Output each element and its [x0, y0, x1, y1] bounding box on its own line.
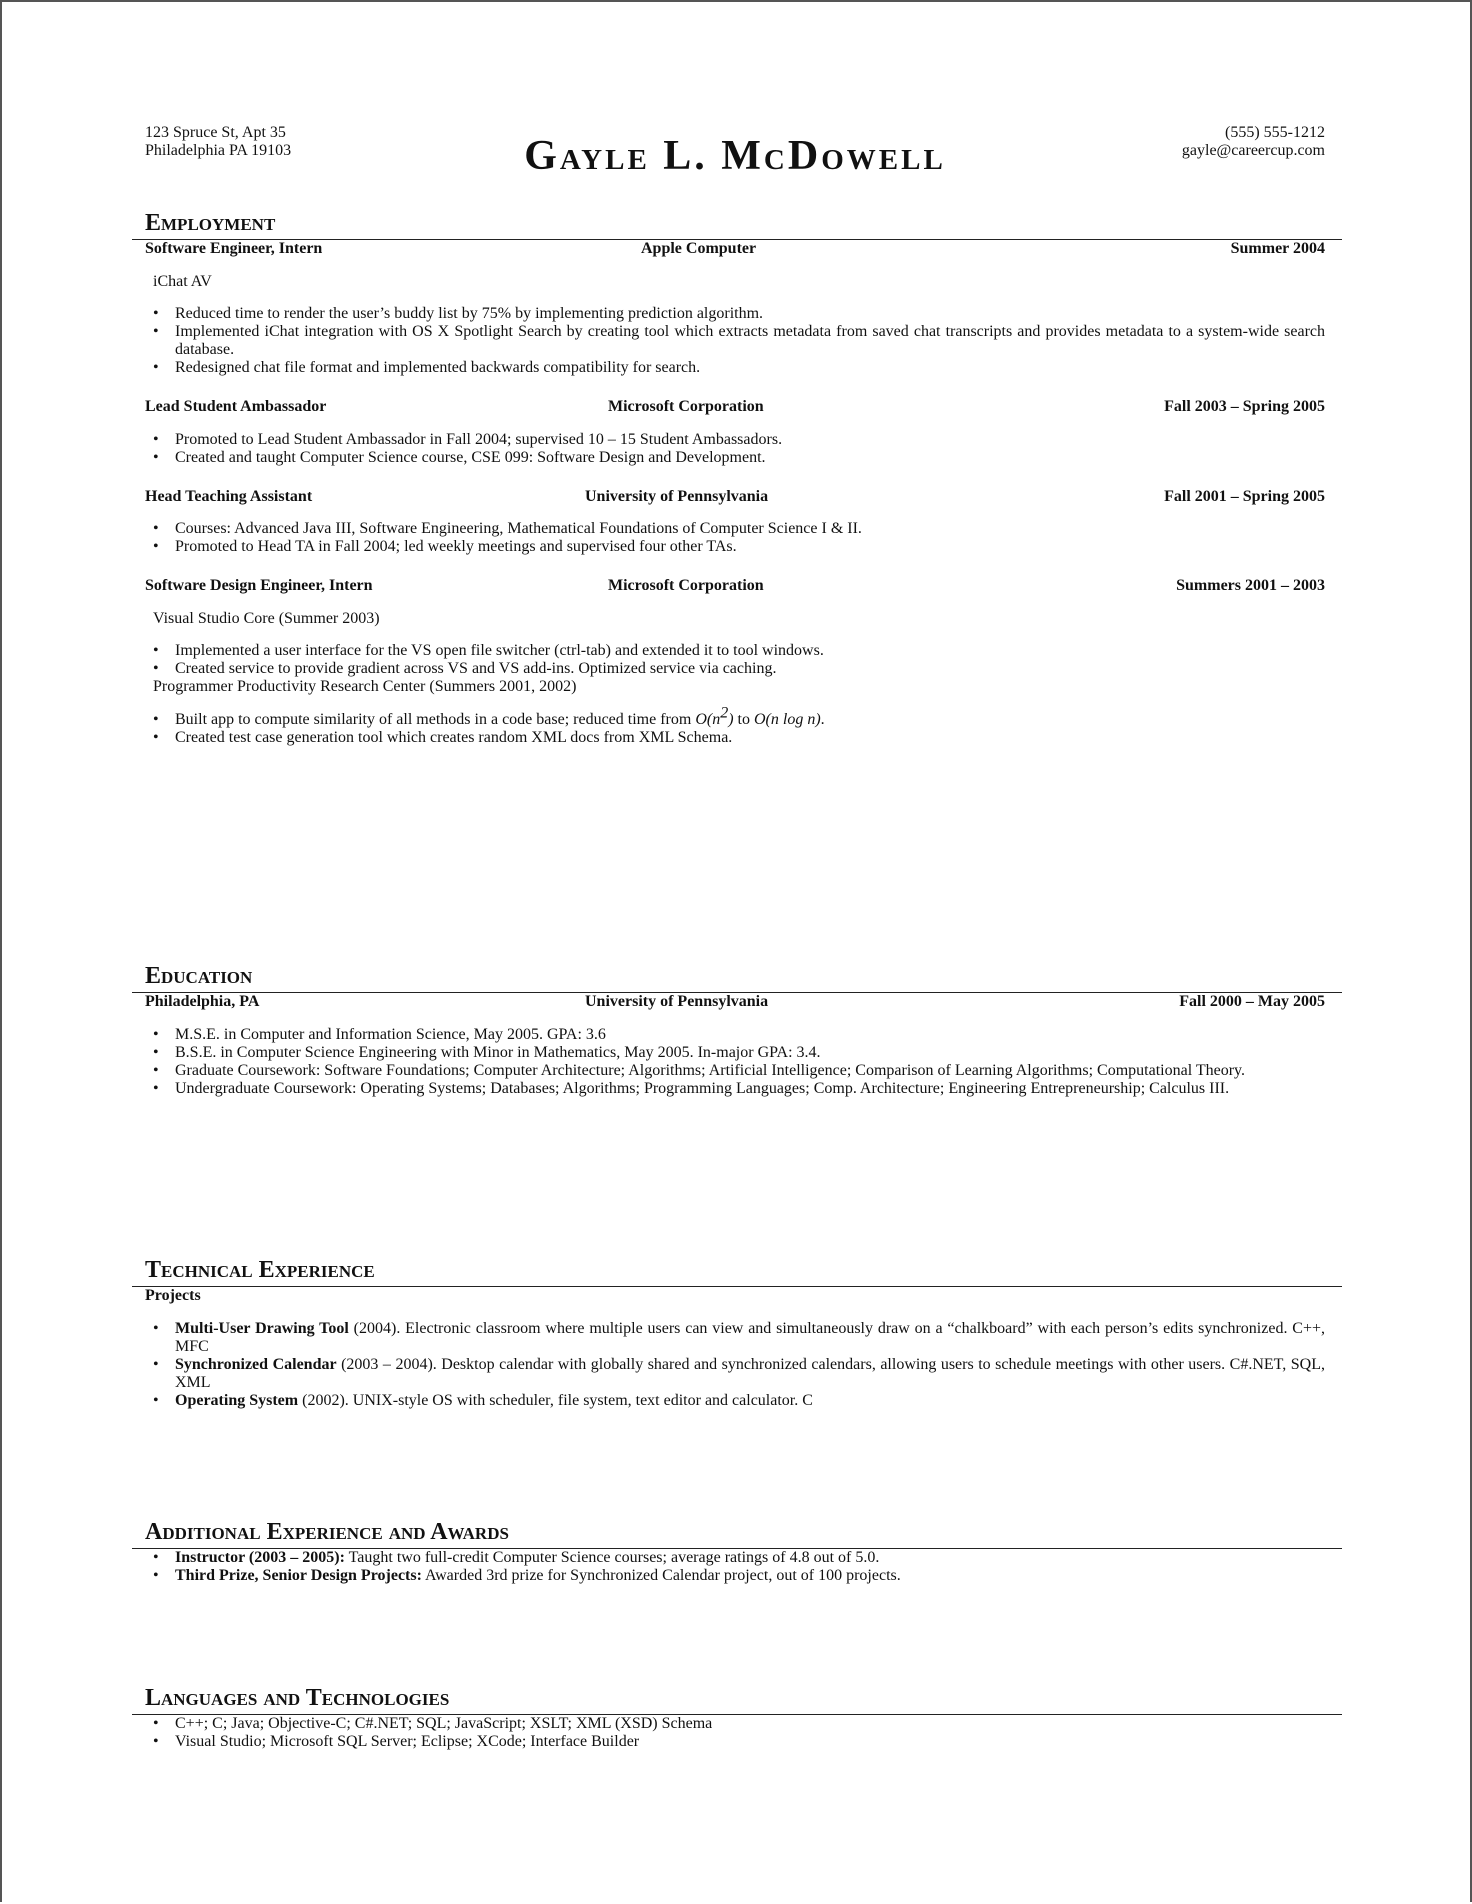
job-dates: Fall 2003 – Spring 2005	[1164, 398, 1325, 415]
bullet-list	[145, 1026, 1325, 1098]
contact	[1182, 124, 1325, 160]
section-title: Additional Experience and Awards	[132, 1518, 1342, 1549]
school-name: University of Pennsylvania	[585, 993, 769, 1010]
bullet-list	[145, 642, 1325, 678]
bullet-list	[145, 520, 1325, 556]
job-header	[145, 240, 1325, 273]
projects-subtitle: Projects	[145, 1287, 201, 1304]
list-item: • Graduate Coursework: Software Foundations; Computer Architecture; Algorithms; Artificial Intelligence; Comparison of Learning Algorithms; Computational Theory.	[145, 1062, 1325, 1080]
job-header	[145, 577, 1325, 610]
section-title: Education	[132, 962, 1342, 993]
section-title: Employment	[132, 209, 1342, 240]
bullet-list	[145, 431, 1325, 467]
math-expression: O(n log n)	[753, 710, 821, 728]
list-item: • B.S.E. in Computer Science Engineering with Minor in Mathematics, May 2005. In-major GPA: 3.4.	[145, 1044, 1325, 1062]
list-item: • Operating System (2002). UNIX-style OS with scheduler, file system, text editor and calculator. C	[145, 1392, 1325, 1410]
job-header	[145, 398, 1325, 431]
bullet-list	[145, 305, 1325, 377]
job-subtitle: iChat AV	[153, 272, 212, 290]
job-dates: Summers 2001 – 2003	[1176, 577, 1325, 594]
job-subtitle: Visual Studio Core (Summer 2003)	[153, 609, 380, 627]
list-item: • Reduced time to render the user’s buddy list by 75% by implementing prediction algorithm.	[145, 305, 1325, 323]
list-item: • Implemented iChat integration with OS X Spotlight Search by creating tool which extracts metadata from saved chat transcripts and provides metadata to a system-wide search database.	[145, 323, 1325, 359]
job-role: Software Design Engineer, Intern	[145, 577, 373, 594]
additional-section	[132, 1518, 1342, 1585]
job-role: Lead Student Ambassador	[145, 398, 327, 415]
address-line: 123 Spruce St, Apt 35	[145, 124, 286, 141]
list-item: • M.S.E. in Computer and Information Science, May 2005. GPA: 3.6	[145, 1026, 1325, 1044]
candidate-name: Gayle L. McDowell	[524, 133, 946, 179]
job-dates: Fall 2001 – Spring 2005	[1164, 487, 1325, 505]
bullet-list	[145, 1549, 1325, 1585]
list-item: • Synchronized Calendar (2003 – 2004). Desktop calendar with globally shared and synchronized calendars, allowing users to schedule meetings with other users. C#.NET, SQL, XML	[145, 1356, 1325, 1392]
job-header	[145, 488, 1325, 521]
list-item: • Promoted to Lead Student Ambassador in Fall 2004; supervised 10 – 15 Student Ambassadors.	[145, 431, 1325, 449]
math-expression: $O(n^2)$	[695, 704, 734, 728]
phone: (555) 555-1212	[1225, 124, 1325, 141]
list-item: • Instructor (2003 – 2005): Taught two full-credit Computer Science courses; average ratings of 4.8 out of 5.0.	[145, 1549, 1325, 1567]
employment-section	[132, 209, 1342, 747]
job-role: Software Engineer, Intern	[145, 240, 323, 257]
list-item: • Multi-User Drawing Tool (2004). Electronic classroom where multiple users can view and simultaneously draw on a “chalkboard” with each person’s edits synchronized. C++, MFC	[145, 1320, 1325, 1356]
list-item: • Promoted to Head TA in Fall 2004; led weekly meetings and supervised four other TAs.	[145, 538, 1325, 556]
technical-section	[132, 1256, 1342, 1410]
education-section	[132, 962, 1342, 1098]
bullet-list	[145, 1715, 1325, 1751]
job-org: Apple Computer	[641, 240, 757, 257]
job-org: Microsoft Corporation	[608, 398, 764, 415]
bullet-list	[145, 704, 1325, 747]
list-item: • Created test case generation tool which creates random XML docs from XML Schema.	[145, 729, 1325, 747]
resume-header	[145, 124, 1325, 188]
address-line: Philadelphia PA 19103	[145, 142, 292, 159]
languages-section	[132, 1684, 1342, 1751]
list-item: • Courses: Advanced Java III, Software Engineering, Mathematical Foundations of Computer Science I & II.	[145, 520, 1325, 538]
section-title: Languages and Technologies	[132, 1684, 1342, 1715]
job-dates: Summer 2004	[1230, 240, 1325, 257]
job-org: University of Pennsylvania	[585, 487, 769, 505]
list-item: • Redesigned chat file format and implemented backwards compatibility for search.	[145, 359, 1325, 377]
job-role: Head Teaching Assistant	[145, 487, 313, 505]
bullet-list	[145, 1320, 1325, 1410]
list-item: • Visual Studio; Microsoft SQL Server; Eclipse; XCode; Interface Builder	[145, 1733, 1325, 1751]
list-item: • Undergraduate Coursework: Operating Systems; Databases; Algorithms; Programming Languages; Comp. Architecture; Engineering Entrepreneurship; Calculus III.	[145, 1080, 1325, 1098]
school-location: Philadelphia, PA	[145, 993, 260, 1010]
job-org: Microsoft Corporation	[608, 577, 764, 594]
list-item: • Built app to compute similarity of all methods in a code base; reduced time from $O(n^2)$ to O(n log n).	[145, 711, 1325, 729]
school-header	[145, 993, 1325, 1026]
school-dates: Fall 2000 – May 2005	[1179, 993, 1325, 1010]
email-link[interactable]: gayle@careercup.com	[1181, 142, 1325, 159]
list-item: • Created and taught Computer Science course, CSE 099: Software Design and Development.	[145, 449, 1325, 467]
job-subtitle: Programmer Productivity Research Center (Summers 2001, 2002)	[153, 678, 577, 695]
list-item: • Implemented a user interface for the VS open file switcher (ctrl-tab) and extended it to tool windows.	[145, 642, 1325, 660]
list-item: • Created service to provide gradient across VS and VS add-ins. Optimized service via caching.	[145, 660, 1325, 678]
list-item: • Third Prize, Senior Design Projects: Awarded 3rd prize for Synchronized Calendar project, out of 100 projects.	[145, 1567, 1325, 1585]
list-item: • C++; C; Java; Objective-C; C#.NET; SQL; JavaScript; XSLT; XML (XSD) Schema	[145, 1715, 1325, 1733]
section-title: Technical Experience	[132, 1256, 1342, 1287]
